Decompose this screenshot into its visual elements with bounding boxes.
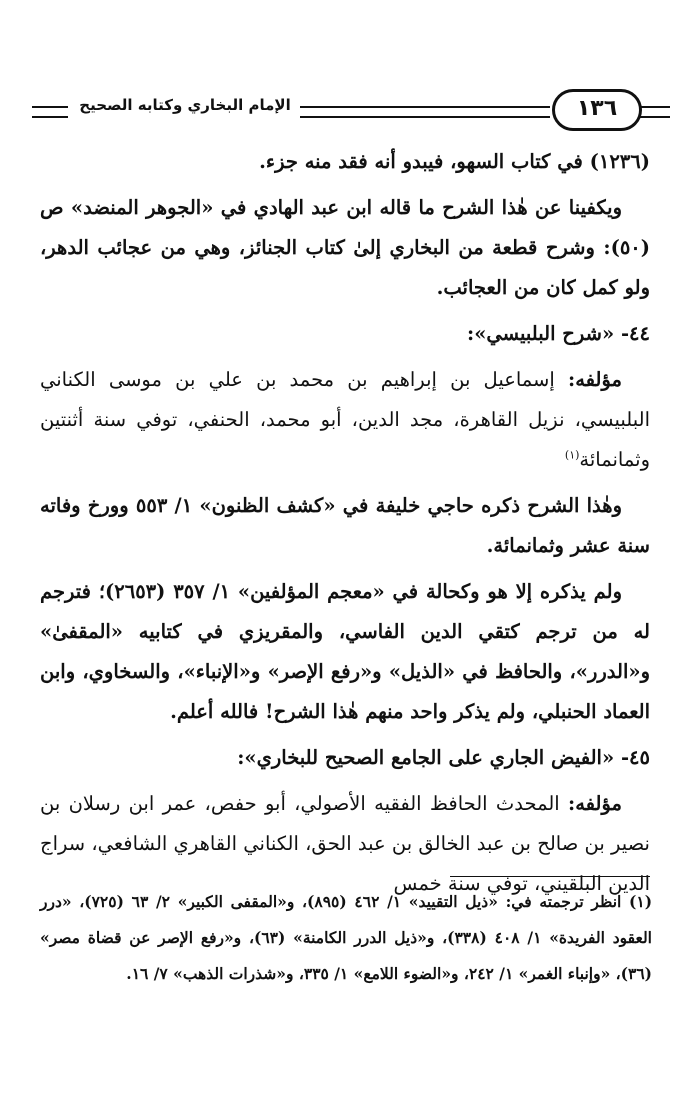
- paragraph-author-44: [40, 360, 650, 480]
- author-label: مؤلفه:: [568, 368, 622, 391]
- footnote: (١) انظر ترجمته في: «ذيل التقييد» ١/ ٤٦٢ (٨٩٥)، و«المقفى الكبير» ٢/ ٦٣ (٧٢٥)، «درر العقود الفريدة» ١/ ٤٠٨ (٣٣٨)، و«ذيل الدرر الكامنة» (٦٣)، و«رفع الإصر عن قضاة مصر» (٣٦)، «وإنباء الغمر» ١/ ٢٤٢، و«الضوء اللامع» ١/ ٣٣٥، و«شذرات الذهب» ٧/ ١٦.: [40, 892, 653, 983]
- page-number: ١٣٦: [552, 89, 642, 131]
- paragraph-continuation: (١٢٣٦) في كتاب السهو، فيبدو أنه فقد منه جزء.: [259, 150, 650, 173]
- paragraph-jawhar: ويكفينا عن هٰذا الشرح ما قاله ابن عبد الهادي في «الجوهر المنضد» ص (٥٠): وشرح قطعة من البخاري إلىٰ كتاب الجنائز، وهي من عجائب الدهر، ولو كمل كان من العجائب.: [40, 196, 650, 299]
- entry-heading-45: ٤٥- «الفيض الجاري على الجامع الصحيح للبخاري»:: [237, 746, 650, 769]
- header-rule-left: [32, 106, 68, 118]
- page-header: [32, 88, 670, 128]
- running-title: الإمام البخاري وكتابه الصحيح: [79, 96, 291, 114]
- footnote-separator: [450, 876, 650, 877]
- author-bio-44: إسماعيل بن إبراهيم بن محمد بن علي بن موسى الكناني البلبيسي، نزيل القاهرة، مجد الدين، أبو محمد، الحنفي، توفي سنة أثنتين وثمانمائة: [40, 368, 650, 471]
- main-text: [40, 142, 650, 910]
- footnote-marker: (١): [564, 448, 580, 462]
- header-rule-right: [640, 106, 670, 118]
- entry-heading-44: ٤٤- «شرح البلبيسي»:: [467, 322, 650, 345]
- paragraph-mujam: ولم يذكره إلا هو وكحالة في «معجم المؤلفين» ١/ ٣٥٧ (٢٦٥٣)؛ فترجم له من ترجم كتقي الدين الفاسي، والمقريزي في كتابيه «المقفىٰ» و«الدرر»، والحافظ في «الذيل» و«رفع الإصر» و«الإنباء»، والسخاوي، وابن العماد الحنبلي، ولم يذكر واحد منهم هٰذا الشرح! فالله أعلم.: [40, 580, 650, 723]
- author-label: مؤلفه:: [568, 792, 622, 815]
- header-rule-middle: [300, 106, 550, 118]
- author-bio-45: المحدث الحافظ الفقيه الأصولي، أبو حفص، عمر ابن رسلان بن نصير بن صالح بن عبد الخالق بن عبد الحق، الكناني القاهري الشافعي، سراج الدين البلقيني، توفي سنة خمس: [40, 792, 650, 895]
- paragraph-kashf: وهٰذا الشرح ذكره حاجي خليفة في «كشف الظنون» ١/ ٥٥٣ وورخ وفاته سنة عشر وثمانمائة.: [40, 494, 650, 557]
